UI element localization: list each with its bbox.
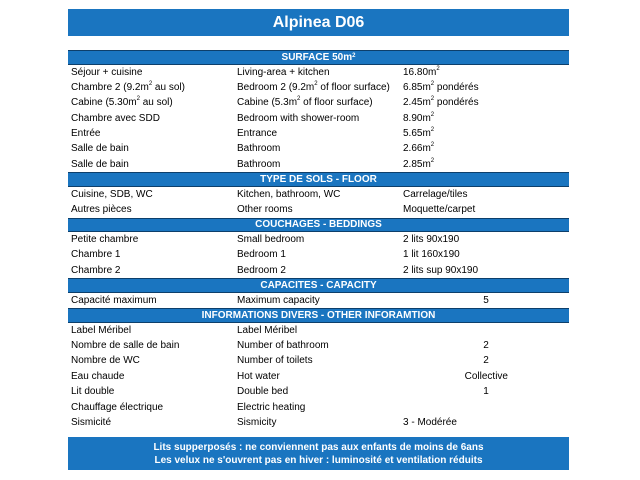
row-label-en: Maximum capacity [237, 294, 320, 306]
info-rows [68, 323, 569, 431]
table-row [68, 400, 569, 415]
row-label-fr: Chambre avec SDD [71, 112, 160, 124]
row-value: Collective [464, 370, 508, 382]
row-label-en: Electric heating [237, 401, 306, 413]
table-row [68, 232, 569, 247]
section-header-floor [68, 172, 569, 187]
row-value: 1 lit 160x190 [403, 249, 460, 261]
row-label-fr: Entrée [71, 128, 101, 140]
row-label-en: Bathroom [237, 158, 281, 170]
row-label-fr: Nombre de WC [71, 355, 140, 367]
table-row [68, 353, 569, 368]
table-row [68, 369, 569, 384]
row-label-fr: Sismicité [71, 416, 112, 428]
section-header-capacity-text: CAPACITES - CAPACITY [260, 279, 377, 291]
section-header-info-text: INFORMATIONS DIVERS - OTHER INFORAMTION [201, 309, 436, 321]
table-row [68, 263, 569, 278]
footer-line-1: Lits supperposés : ne conviennent pas aux enfants de moins de 6ans [153, 441, 484, 453]
table-row [68, 247, 569, 262]
row-label-en: Bedroom with shower-room [237, 112, 360, 124]
row-value: 3 - Modérée [403, 416, 457, 428]
table-row [68, 95, 569, 110]
row-label-en: Cabine ($5.3m^2$ of floor surface) [237, 96, 373, 109]
row-label-en: Sismicity [237, 416, 277, 428]
page-title: Alpinea D06 [68, 9, 569, 36]
row-value: 2 lits sup 90x190 [403, 264, 479, 276]
row-label-en: Bedroom 2 ($9.2m^2$ of floor surface) [237, 80, 390, 93]
table-row [68, 65, 569, 80]
floor-rows [68, 187, 569, 218]
row-value: $2.85m^2$ [403, 157, 435, 170]
table-row [68, 111, 569, 126]
beddings-rows [68, 232, 569, 278]
row-label-en: Hot water [237, 370, 280, 382]
table-row [68, 338, 569, 353]
table-row [68, 323, 569, 338]
table-row [68, 141, 569, 156]
row-label-en: Bathroom [237, 143, 281, 155]
section-header-beddings [68, 218, 569, 233]
table-row [68, 157, 569, 172]
row-value: Carrelage/tiles [403, 188, 468, 200]
table-row [68, 187, 569, 202]
row-label-fr: Autres pièces [71, 204, 132, 216]
table-row [68, 384, 569, 399]
row-value: $5.65m^2$ [403, 127, 435, 140]
section-header-beddings-text: COUCHAGES - BEDDINGS [255, 219, 382, 231]
row-label-fr: Cuisine, SDB, WC [71, 188, 153, 200]
row-label-en: Kitchen, bathroom, WC [237, 188, 341, 200]
row-label-en: Number of bathroom [237, 339, 329, 351]
row-value: $16.80m^2$ [403, 65, 440, 78]
row-value: 2 [483, 339, 489, 351]
section-header-floor-text: TYPE DE SOLS - FLOOR [260, 173, 377, 185]
row-value: $8.90m^2$ [403, 111, 435, 124]
row-label-fr: Chauffage électrique [71, 401, 164, 413]
footer-line-2: Les velux ne s'ouvrent pas en hiver : luminosité et ventilation réduits [154, 454, 483, 466]
row-label-en: Number of toilets [237, 355, 313, 367]
row-label-fr: Chambre 1 [71, 249, 121, 261]
row-label-fr: Nombre de salle de bain [71, 339, 180, 351]
section-header-surface [68, 50, 569, 65]
row-label-fr: Capacité maximum [71, 294, 157, 306]
table-row [68, 126, 569, 141]
row-label-en: Small bedroom [237, 234, 305, 246]
row-label-en: Other rooms [237, 204, 293, 216]
row-value: 5 [483, 294, 489, 306]
row-label-en: Bedroom 1 [237, 249, 286, 261]
row-label-fr: Eau chaude [71, 370, 125, 382]
row-label-fr: Chambre 2 ($9.2m^2$ au sol) [71, 80, 185, 93]
row-label-en: Double bed [237, 386, 289, 398]
table-row [68, 415, 569, 430]
row-label-fr: Séjour + cuisine [71, 66, 143, 78]
row-label-en: Living-area + kitchen [237, 66, 330, 78]
row-value: Moquette/carpet [403, 204, 476, 216]
row-label-fr: Label Méribel [71, 324, 132, 336]
row-value: 2 lits 90x190 [403, 234, 460, 246]
row-label-fr: Petite chambre [71, 234, 139, 246]
row-value: $2.45m^2$ pondérés [403, 96, 479, 109]
section-header-surface-text: SURFACE $50m^2$ [281, 51, 356, 63]
row-label-en: Entrance [237, 128, 278, 140]
row-label-fr: Salle de bain [71, 158, 129, 170]
section-header-capacity [68, 278, 569, 293]
footer-notice [68, 437, 569, 470]
row-value: 2 [483, 355, 489, 367]
section-header-info [68, 308, 569, 323]
row-label-en: Bedroom 2 [237, 264, 286, 276]
table-row [68, 202, 569, 217]
row-value: 1 [483, 386, 489, 398]
row-label-fr: Lit double [71, 386, 115, 398]
row-value: $2.66m^2$ [403, 142, 435, 155]
row-label-en: Label Méribel [237, 324, 298, 336]
table-row [68, 80, 569, 95]
capacity-rows [68, 293, 569, 308]
row-value: $6.85m^2$ pondérés [403, 80, 479, 93]
row-label-fr: Cabine ($5.30m^2$ au sol) [71, 96, 173, 109]
row-label-fr: Salle de bain [71, 143, 129, 155]
table-row [68, 293, 569, 308]
row-label-fr: Chambre 2 [71, 264, 121, 276]
info-sheet [68, 50, 569, 430]
surface-rows [68, 65, 569, 173]
